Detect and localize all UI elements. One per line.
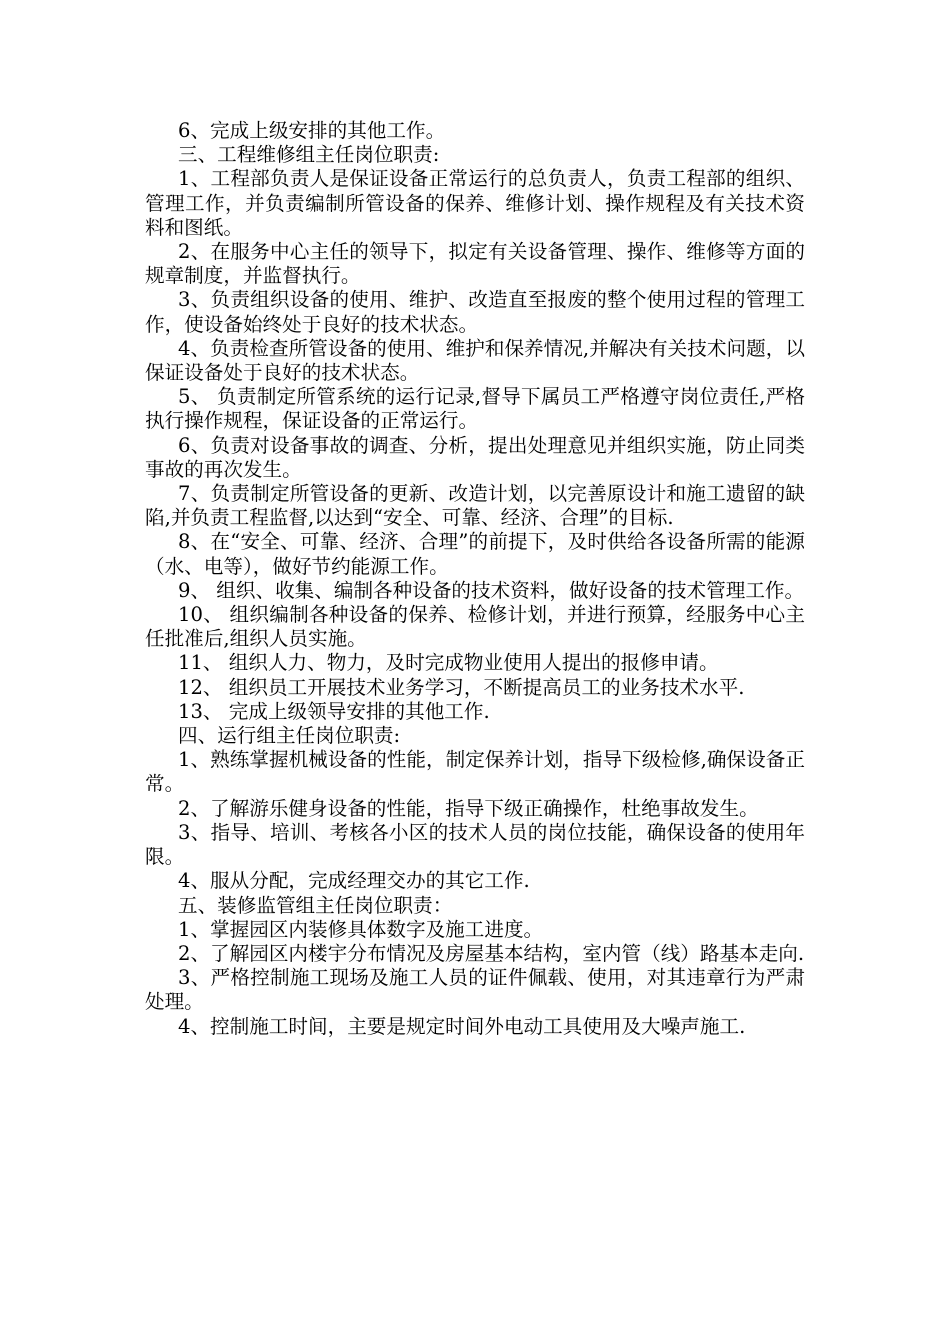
document-body: [145, 119, 805, 1039]
paragraph-9: 8、在“安全、可靠、经济、合理”的前提下，及时供给各设备所需的能源（水、电等），做好节约能源工作。: [145, 530, 805, 578]
paragraph-4: 3、负责组织设备的使用、维护、改造直至报废的整个使用过程的管理工作，使设备始终处于良好的技术状态。: [145, 288, 805, 336]
paragraph-18: 4、服从分配，完成经理交办的其它工作.: [178, 869, 530, 893]
section-heading-3: 三、工程维修组主任岗位职责:: [178, 143, 440, 167]
paragraph-16: 2、了解游乐健身设备的性能，指导下级正确操作，杜绝事故发生。: [178, 796, 759, 820]
paragraph-19: 1、掌握园区内装修具体数字及施工进度。: [178, 917, 544, 941]
paragraph-11: 10、 组织编制各种设备的保养、检修计划，并进行预算，经服务中心主任批准后,组织人员实施。: [145, 603, 805, 651]
paragraph-17: 3、指导、培训、考核各小区的技术人员的岗位技能，确保设备的使用年限。: [145, 820, 805, 869]
paragraph-21: 3、严格控制施工现场及施工人员的证件佩载、使用，对其违章行为严肃处理。: [145, 966, 805, 1014]
paragraph-8: 7、负责制定所管设备的更新、改造计划，以完善原设计和施工遗留的缺陷,并负责工程监督,以达到“安全、可靠、经济、合理”的目标.: [145, 482, 805, 530]
paragraph-13: 12、 组织员工开展技术业务学习，不断提高员工的业务技术水平.: [178, 675, 745, 699]
paragraph-5: 4、负责检查所管设备的使用、维护和保养情况,并解决有关技术问题，以保证设备处于良好的技术状态。: [145, 336, 805, 385]
paragraph-7: 6、负责对设备事故的调查、分析，提出处理意见并组织实施，防止同类事故的再次发生。: [145, 433, 805, 481]
paragraph-20: 2、了解园区内楼宇分布情况及房屋基本结构，室内管（线）路基本走向.: [178, 941, 805, 965]
paragraph-2: 1、工程部负责人是保证设备正常运行的总负责人，负责工程部的组织、管理工作，并负责编制所管设备的保养、维修计划、操作规程及有关技术资料和图纸。: [145, 167, 805, 239]
paragraph-10: 9、 组织、收集、编制各种设备的技术资料，做好设备的技术管理工作。: [178, 578, 805, 602]
paragraph-3: 2、在服务中心主任的领导下，拟定有关设备管理、操作、维修等方面的规章制度，并监督执行。: [145, 240, 805, 288]
paragraph-6: 5、 负责制定所管系统的运行记录,督导下属员工严格遵守岗位责任,严格执行操作规程，保证设备的正常运行。: [145, 385, 805, 433]
paragraph-15: 1、熟练掌握机械设备的性能，制定保养计划，指导下级检修,确保设备正常。: [145, 748, 805, 796]
paragraph-12: 11、 组织人力、物力，及时完成物业使用人提出的报修申请。: [178, 651, 719, 675]
section-heading-4: 四、运行组主任岗位职责:: [178, 724, 401, 748]
paragraph-14: 13、 完成上级领导安排的其他工作.: [178, 699, 490, 723]
paragraph-22: 4、控制施工时间，主要是规定时间外电动工具使用及大噪声施工.: [178, 1014, 746, 1038]
paragraph-1: 6、完成上级安排的其他工作。: [178, 119, 446, 142]
section-heading-5: 五、装修监管组主任岗位职责：: [178, 893, 453, 917]
